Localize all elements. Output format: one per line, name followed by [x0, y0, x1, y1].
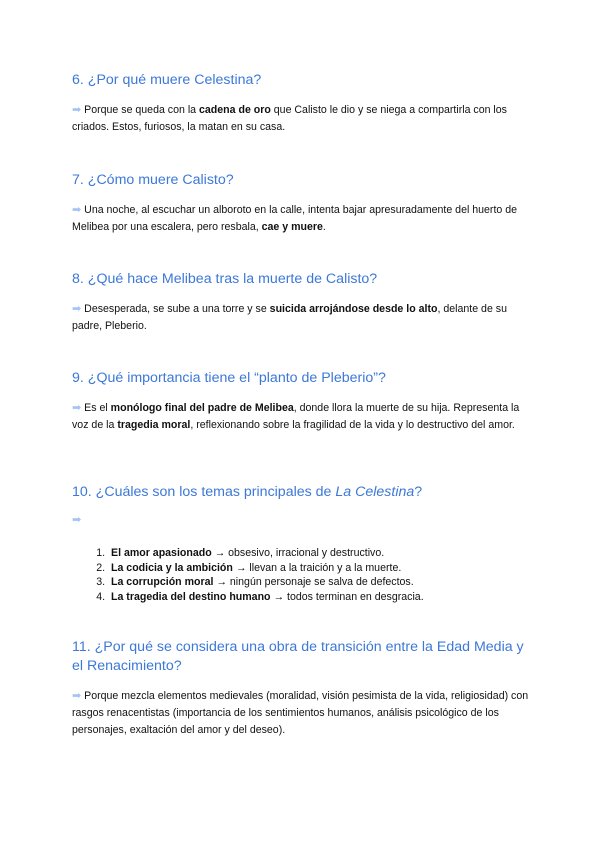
question-10 [72, 483, 532, 604]
question-7-answer: ➡ Una noche, al escuchar un alboroto en la calle, intenta bajar apresuradamente del huerto de Melibea por una escalera, pero resbala, cae y muere. [72, 204, 518, 233]
arrow-right-icon: ➡ [72, 514, 82, 526]
question-9-answer: ➡ Es el monólogo final del padre de Melibea, donde llora la muerte de su hija. Representa la voz de la tragedia moral, reflexionando sobre la fragilidad de la vida y lo destructivo del amor. [72, 402, 520, 431]
book-title: La Celestina [335, 484, 415, 500]
arrow-right-icon: ➡ [72, 402, 82, 414]
arrow-right-icon: ➡ [72, 204, 82, 216]
question-8-heading: 8. ¿Qué hace Melibea tras la muerte de Calisto? [72, 271, 378, 287]
question-8 [72, 270, 532, 335]
question-6 [72, 71, 532, 136]
question-6-answer: ➡ Porque se queda con la cadena de oro que Calisto le dio y se niega a compartirla con los criados. Estos, furiosos, la matan en su casa. [72, 104, 507, 133]
arrow-right-icon: ➡ [72, 690, 82, 702]
list-item: 1. El amor apasionado → obsesivo, irracional y destructivo. [108, 546, 532, 561]
question-7 [72, 171, 532, 236]
question-8-answer: ➡ Desesperada, se sube a una torre y se suicida arrojándose desde lo alto, delante de su padre, Pleberio. [72, 303, 507, 332]
question-11-heading: 11. ¿Por qué se considera una obra de transición entre la Edad Media y el Renacimiento? [72, 639, 524, 674]
question-7-heading: 7. ¿Cómo muere Calisto? [72, 172, 234, 188]
arrow-right-icon: ➡ [72, 104, 82, 116]
question-6-heading: 6. ¿Por qué muere Celestina? [72, 72, 262, 88]
question-10-heading: 10. ¿Cuáles son los temas principales de La Celestina? [72, 484, 423, 500]
question-9 [72, 369, 532, 434]
list-item: 3. La corrupción moral → ningún personaje se salva de defectos. [108, 575, 532, 590]
question-9-heading: 9. ¿Qué importancia tiene el “planto de Pleberio”? [72, 370, 386, 386]
question-10-answer-lead [72, 512, 532, 529]
question-11-answer: ➡ Porque mezcla elementos medievales (moralidad, visión pesimista de la vida, religiosidad) con rasgos renacentistas (importancia de los sentimientos humanos, análisis psicológico de los personajes, exaltación del amor y del deseo). [72, 690, 529, 736]
question-11 [72, 638, 532, 739]
themes-list [72, 546, 532, 604]
arrow-right-icon: ➡ [72, 303, 82, 315]
list-item: 4. La tragedia del destino humano → todos terminan en desgracia. [108, 590, 532, 605]
list-item: 2. La codicia y la ambición → llevan a la traición y a la muerte. [108, 561, 532, 576]
